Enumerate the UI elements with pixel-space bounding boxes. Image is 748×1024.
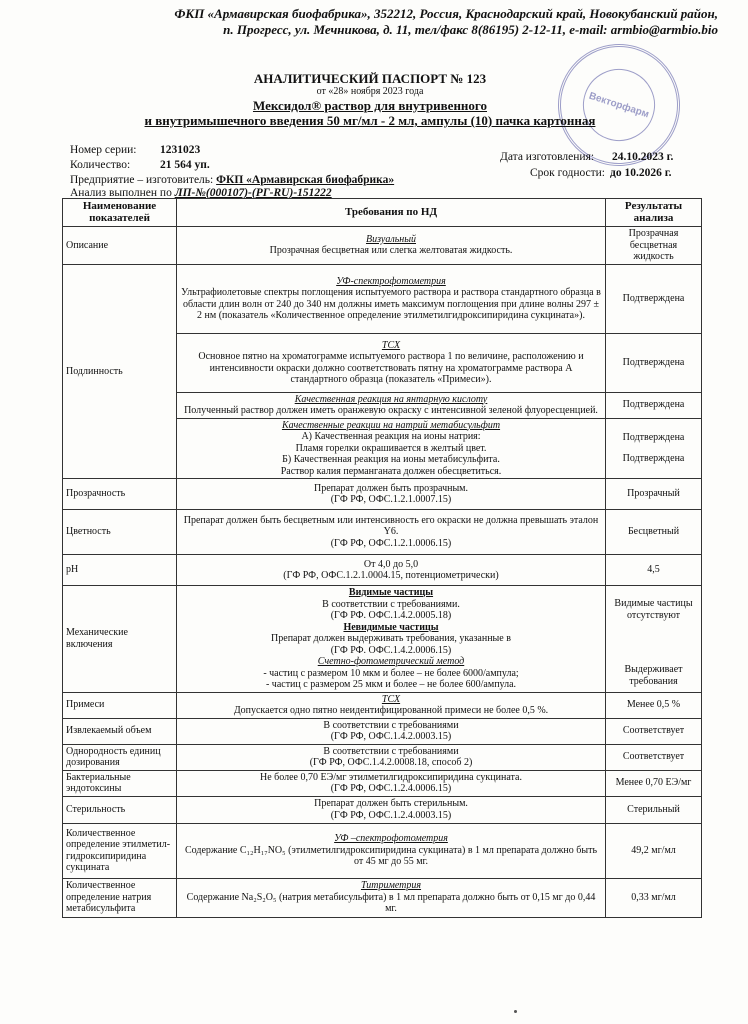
- req-line: (ГФ РФ, ОФС.1.2.1.0007.15): [330, 494, 452, 505]
- analysis-table: [62, 198, 702, 918]
- method: Визуальный: [365, 233, 417, 245]
- req-line: - частиц с размером 10 мкм и более – не более 6000/ампула;: [263, 667, 519, 679]
- table-row: [63, 718, 702, 744]
- row-name: Описание: [63, 227, 177, 265]
- req-line: В соответствии с требованиями: [323, 745, 459, 757]
- method: УФ –спектрофотометрия: [334, 833, 448, 845]
- row-name: Механические включения: [63, 586, 177, 693]
- made-label: Дата изготовления:: [500, 151, 595, 163]
- method: УФ-спектрофотометрия: [336, 275, 446, 287]
- made-value: 24.10.2023 г.: [612, 151, 674, 163]
- qty-value: 21 564 уп.: [160, 159, 210, 171]
- passport-date: от «28» ноября 2023 года: [316, 86, 424, 97]
- req-line: Препарат должен выдерживать требования, указанные в: [271, 633, 511, 644]
- row-result: Менее 0,70 ЕЭ/мг: [606, 770, 702, 796]
- table-row: [63, 227, 702, 265]
- req-text: Полученный раствор должен иметь оранжевую окраску с интенсивной зеленой флуоресценцией.: [184, 405, 598, 416]
- row-req: [177, 744, 606, 770]
- table-row: [63, 510, 702, 555]
- result-line: Выдерживает требования: [624, 664, 683, 687]
- row-req: [177, 418, 606, 479]
- req-text: Ультрафиолетовые спектры поглощения испытуемого раствора и раствора стандартного образца в области длин волн от 240 до 340 нм должны иметь максимум поглощения при длине волны 297 ± 2 нм (показатель «Количественное определение этилметилгидроксипиридина сукцината»).: [181, 287, 601, 321]
- row-name: Прозрачность: [63, 479, 177, 510]
- series-label: Номер серии:: [70, 144, 137, 156]
- method: Качественная реакция на янтарную кислоту: [294, 393, 488, 405]
- lab-label: Анализ выполнен по: [70, 187, 172, 199]
- letterhead-line-1: ФКП «Армавирская биофабрика», 352212, Россия, Краснодарский край, Новокубанский район,: [174, 6, 718, 21]
- letterhead: [28, 6, 718, 38]
- method: Качественные реакции на натрий метабисульфит: [281, 419, 501, 431]
- row-req: [177, 555, 606, 586]
- table-row: [63, 586, 702, 693]
- req-line: (ГФ РФ, ОФС.1.2.1.0006.15): [330, 537, 452, 549]
- req-text: Допускается одно пятно неидентифицированной примеси не более 0,5 %.: [233, 705, 549, 716]
- product-line-2: и внутримышечного введения 50 мг/мл - 2 мл, ампулы (10) пачка картонная: [144, 113, 596, 128]
- row-result: [606, 418, 702, 479]
- req-line: (ГФ РФ, ОФС.1.2.4.0003.15): [330, 809, 452, 821]
- product-name: [90, 98, 650, 128]
- passport-title: АНАЛИТИЧЕСКИЙ ПАСПОРТ № 123: [253, 71, 487, 86]
- row-req: [177, 770, 606, 796]
- req-line: Раствор калия перманганата должен обесцветиться.: [280, 465, 502, 477]
- req-line: Б) Качественная реакция на ионы метабисульфита.: [282, 454, 500, 465]
- subheading: Видимые частицы: [348, 587, 434, 598]
- req-line: (ГФ РФ, ОФС.1.2.1.0004.15, потенциометрически): [283, 570, 499, 581]
- req-text: Основное пятно на хроматограмме испытуемого раствора 1 по величине, расположению и интенсивности окраски должно соответствовать пятну на хроматограмме раствора А стандартного образца (показатель «Примеси»).: [198, 351, 584, 385]
- req-line: (ГФ РФ. ОФС.1.4.2.0005.18): [330, 610, 452, 621]
- req-line: - частиц с размером 25 мкм и более – не более 600/ампула.: [265, 679, 517, 690]
- table-row: [63, 692, 702, 718]
- subheading: Невидимые частицы: [343, 621, 439, 633]
- method: ТСХ: [381, 693, 401, 705]
- table-row: [63, 479, 702, 510]
- row-result: [606, 586, 702, 693]
- req-line: (ГФ РФ, ОФС.1.4.2.0003.15): [330, 731, 452, 742]
- table-row: [63, 264, 702, 333]
- req-line: Препарат должен быть бесцветным или интенсивность его окраски не должна превышать эталон Y6.: [183, 514, 599, 538]
- row-req: [177, 510, 606, 555]
- header-results: Результаты анализа: [606, 199, 702, 227]
- row-result: Стерильный: [606, 796, 702, 823]
- row-result: Соответствует: [606, 718, 702, 744]
- table-row: [63, 744, 702, 770]
- row-result: Менее 0,5 %: [606, 692, 702, 718]
- row-req: [177, 796, 606, 823]
- row-name: Примеси: [63, 692, 177, 718]
- req-text: Содержание Na₂S₂O₅ (натрия метабисульфита) в 1 мл препарата должно быть от 0,15 мг до 0,44 мг.: [186, 891, 596, 915]
- row-req: [177, 692, 606, 718]
- row-req: [177, 479, 606, 510]
- row-req: [177, 227, 606, 265]
- lab-value: ЛП-№(000107)-(РГ-RU)-151222: [174, 187, 332, 199]
- req-line: От 4,0 до 5,0: [363, 558, 419, 570]
- req-line: Препарат должен быть стерильным.: [314, 798, 468, 809]
- row-name: Количественное определение натрия метабисульфита: [63, 878, 177, 917]
- req-line: (ГФ РФ, ОФС.1.4.2.0008.18, способ 2): [309, 757, 473, 768]
- maker-value: ФКП «Армавирская биофабрика»: [216, 174, 395, 186]
- req-line: А) Качественная реакция на ионы натрия:: [301, 431, 481, 442]
- row-req: [177, 823, 606, 878]
- req-line: В соответствии с требованиями.: [322, 598, 460, 610]
- row-result: Бесцветный: [606, 510, 702, 555]
- expiry-label: Срок годности:: [530, 167, 606, 179]
- header-name: Наименование показателей: [63, 199, 177, 227]
- method: Титриметрия: [360, 880, 422, 892]
- req-line: Не более 0,70 ЕЭ/мг этилметилгидроксипиридина сукцината.: [260, 771, 522, 783]
- stamp-center: Векторфарм: [574, 60, 665, 151]
- table-row: [63, 770, 702, 796]
- row-result: Соответствует: [606, 744, 702, 770]
- row-result: 0,33 мг/мл: [606, 878, 702, 917]
- qty-label: Количество:: [70, 159, 131, 171]
- table-row: [63, 823, 702, 878]
- table-row: [63, 555, 702, 586]
- row-result: Подтверждена: [606, 264, 702, 333]
- maker-label: Предприятие – изготовитель:: [70, 174, 214, 186]
- row-req: [177, 586, 606, 693]
- row-result: Подтверждена: [606, 333, 702, 392]
- result-line: Подтверждена: [622, 453, 685, 465]
- row-name: Стерильность: [63, 796, 177, 823]
- req-line: (ГФ РФ. ОФС.1.4.2.0006.15): [330, 644, 452, 656]
- row-req: [177, 264, 606, 333]
- row-req: [177, 333, 606, 392]
- table-row: [63, 878, 702, 917]
- row-name: Цветность: [63, 510, 177, 555]
- row-req: [177, 392, 606, 418]
- table-header: [63, 199, 702, 227]
- row-result: Подтверждена: [606, 392, 702, 418]
- row-result: Прозрачный: [606, 479, 702, 510]
- table-row: [63, 796, 702, 823]
- row-name: Извлекаемый объем: [63, 718, 177, 744]
- letterhead-line-2: п. Прогресс, ул. Мечникова, д. 11, тел/факс 8(86195) 2-12-11, e-mail: armbio@armbio.bio: [223, 22, 718, 37]
- req-line: (ГФ РФ, ОФС.1.2.4.0006.15): [330, 783, 452, 794]
- row-req: [177, 718, 606, 744]
- req-text: Содержание C₁₂H₁₇NO₅ (этилметилгидроксипиридина сукцината) в 1 мл препарата должно быть от 45 мг до 55 мг.: [184, 844, 598, 868]
- method: ТСХ: [381, 339, 401, 351]
- req-text: Прозрачная бесцветная или слегка желтоватая жидкость.: [269, 245, 513, 257]
- row-req: [177, 878, 606, 917]
- product-line-1: Мексидол® раствор для внутривенного: [252, 98, 488, 113]
- result-line: Видимые частицы отсутствуют: [614, 598, 693, 621]
- req-line: Препарат должен быть прозрачным.: [313, 482, 469, 494]
- row-name: pH: [63, 555, 177, 586]
- page-mark: [514, 1010, 517, 1013]
- expiry-value: до 10.2026 г.: [610, 167, 672, 179]
- row-name: Бактериальные эндотоксины: [63, 770, 177, 796]
- row-result: Прозрачная бесцветная жидкость: [606, 227, 702, 265]
- result-line: Подтверждена: [622, 431, 685, 443]
- row-name: Количественное определение этилметил-гидроксипиридина сукцината: [63, 823, 177, 878]
- row-result: 49,2 мг/мл: [606, 823, 702, 878]
- header-requirements: Требования по НД: [177, 199, 606, 227]
- maker-line: [70, 174, 394, 186]
- req-line: Пламя горелки окрашивается в желтый цвет.: [295, 442, 487, 454]
- row-name: Однородность единиц дозирования: [63, 744, 177, 770]
- row-name: Подлинность: [63, 264, 177, 479]
- method: Счетно-фотометрический метод: [317, 656, 465, 667]
- series-value: 1231023: [160, 144, 201, 156]
- req-line: В соответствии с требованиями: [323, 719, 459, 731]
- row-result: 4,5: [606, 555, 702, 586]
